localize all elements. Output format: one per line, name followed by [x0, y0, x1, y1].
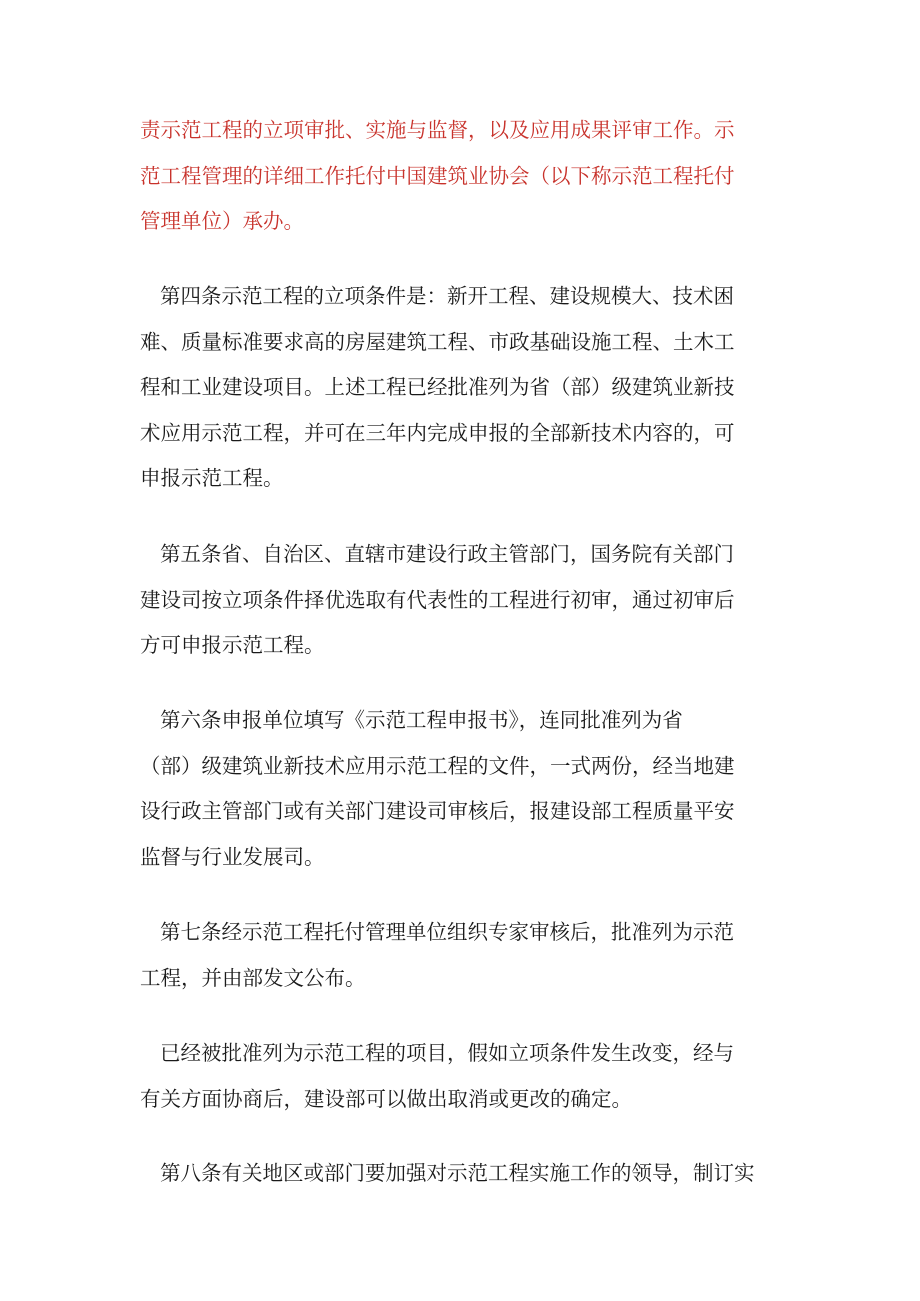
paragraph-article-5: [140, 532, 780, 669]
text-line: 范工程管理的详细工作托付中国建筑业协会（以下称示范工程托付: [140, 163, 735, 188]
paragraph-article-7-note: [140, 1031, 780, 1122]
text-line: 工程，并由部发文公布。: [140, 965, 366, 990]
text-line: 程和工业建设项目。上述工程已经批准列为省（部）级建筑业新技: [140, 375, 735, 399]
text-line: 第六条申报单位填写《示范工程申报书》，连同批准列为省: [160, 708, 683, 732]
text-line: 已经被批准列为示范工程的项目，假如立项条件发生改变，经与: [160, 1041, 734, 1065]
text-line: 监督与行业发展司。: [140, 844, 325, 869]
text-line: 方可申报示范工程。: [140, 633, 325, 657]
paragraph-article-7: [140, 910, 780, 1001]
text-line: 第七条经示范工程托付管理单位组织专家审核后，批准列为示范: [160, 920, 734, 944]
paragraph-continued: [140, 108, 780, 245]
text-line: 第四条示范工程的立项条件是：新开工程、建设规模大、技术困: [160, 284, 734, 308]
text-line: 责示范工程的立项审批、实施与监督，以及应用成果评审工作。示: [140, 118, 735, 142]
text-line: 术应用示范工程，并可在三年内完成申报的全部新技术内容的，可: [140, 420, 735, 445]
text-line: 有关方面协商后，建设部可以做出取消或更改的确定。: [140, 1086, 632, 1111]
text-line: 建设司按立项条件择优选取有代表性的工程进行初审，通过初审后: [140, 587, 735, 612]
text-line: 申报示范工程。: [140, 466, 284, 490]
paragraph-article-6: [140, 698, 780, 880]
paragraph-article-4: [140, 274, 780, 502]
paragraph-article-8: [140, 1151, 780, 1197]
text-line: 管理单位）承办。: [140, 209, 304, 233]
text-line: 设行政主管部门或有关部门建设司审核后，报建设部工程质量平安: [140, 799, 735, 823]
text-line: 第五条省、自治区、直辖市建设行政主管部门，国务院有关部门: [160, 542, 734, 566]
text-line: （部）级建筑业新技术应用示范工程的文件，一式两份，经当地建: [140, 753, 735, 778]
text-line: 第八条有关地区或部门要加强对示范工程实施工作的领导，制订实: [160, 1161, 755, 1185]
text-line: 难、质量标准要求高的房屋建筑工程、市政基础设施工程、土木工: [140, 329, 735, 354]
